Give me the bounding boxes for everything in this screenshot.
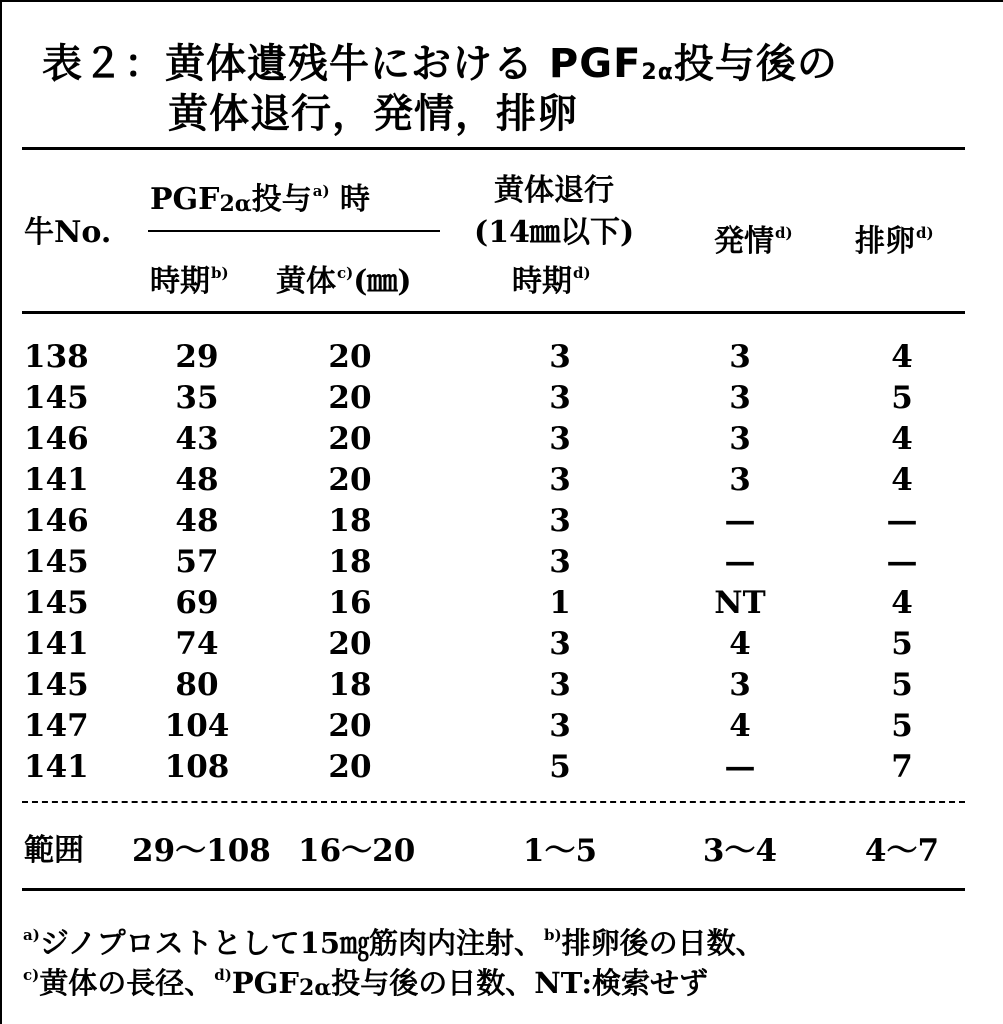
header-cl-footnote-mark: c)	[337, 264, 354, 282]
cell-cl-size: 20	[328, 749, 372, 785]
cell-cow-no: 141	[24, 462, 89, 498]
cell-timing: 48	[175, 503, 219, 539]
cell-cow-no: 145	[24, 544, 89, 580]
cell-cl-size: 20	[328, 380, 372, 416]
footnote-b-text: 排卵後の日数、	[561, 926, 765, 960]
header-group-underline	[148, 230, 440, 232]
header-regression-line3	[512, 256, 591, 299]
cell-estrus: —	[724, 749, 756, 785]
title-text: 表２：黄体遺残牛における PGF	[42, 41, 642, 87]
cell-ovulation: 4	[891, 585, 913, 621]
header-pgf-tail: 時	[329, 182, 371, 217]
footnote-a-text: ジノプロストとして15㎎筋肉内注射、	[39, 926, 544, 960]
header-cl-unit: (㎜)	[353, 264, 412, 299]
header-cl-text: 黄体	[276, 264, 336, 299]
cell-cow-no: 141	[24, 749, 89, 785]
cell-cl-size: 20	[328, 462, 372, 498]
range-separator-rule	[22, 801, 965, 803]
cell-estrus: 3	[729, 667, 751, 703]
cell-ovulation: 4	[891, 339, 913, 375]
cell-cl-size: 16	[328, 585, 372, 621]
cell-estrus: 4	[729, 708, 751, 744]
range-ovulation: 4～7	[864, 833, 940, 869]
header-ovulation-text: 排卵	[855, 224, 915, 259]
header-cl-size	[276, 256, 412, 299]
cell-estrus: —	[724, 544, 756, 580]
cell-estrus: 3	[729, 380, 751, 416]
cell-regression: 3	[549, 544, 571, 580]
cell-cl-size: 18	[328, 503, 372, 539]
cell-timing: 48	[175, 462, 219, 498]
header-pgf-text: PGF	[150, 182, 220, 217]
range-regression: 1～5	[522, 833, 598, 869]
footnote-d-subscript: 2α	[299, 975, 332, 1001]
cell-regression: 3	[549, 708, 571, 744]
header-regression-line2: (14㎜以下)	[474, 215, 635, 250]
cell-timing: 69	[175, 585, 219, 621]
cell-timing: 57	[175, 544, 219, 580]
cell-ovulation: 5	[891, 667, 913, 703]
cell-cow-no: 146	[24, 421, 89, 457]
cell-estrus: —	[724, 503, 756, 539]
cell-cow-no: 147	[24, 708, 89, 744]
footnote-mark-d: d)	[214, 966, 232, 984]
header-pgf-subscript: 2α	[219, 191, 252, 217]
header-ovulation-footnote-mark: d)	[916, 224, 934, 242]
header-estrus-text: 発情	[714, 224, 774, 259]
footnote-mark-b: b)	[544, 926, 562, 944]
cell-cow-no: 141	[24, 626, 89, 662]
cell-estrus: 3	[729, 462, 751, 498]
cell-estrus: 3	[729, 421, 751, 457]
cell-cl-size: 18	[328, 544, 372, 580]
cell-cow-no: 145	[24, 585, 89, 621]
cell-cow-no: 145	[24, 380, 89, 416]
header-bottom-rule	[22, 311, 965, 314]
range-label: 範囲	[24, 833, 84, 868]
cell-cl-size: 20	[328, 421, 372, 457]
cell-cow-no: 138	[24, 339, 89, 375]
header-pgf-text-post: 投与	[251, 182, 312, 217]
footnote-line1	[22, 918, 765, 960]
header-regression-footnote-mark: d)	[573, 264, 591, 282]
header-estrus	[714, 216, 793, 259]
cell-ovulation: —	[886, 544, 918, 580]
cell-regression: 3	[549, 421, 571, 457]
cell-ovulation: 4	[891, 462, 913, 498]
range-cl-size: 16～20	[298, 833, 416, 869]
cell-regression: 3	[549, 380, 571, 416]
cell-estrus: NT	[714, 585, 766, 621]
cell-estrus: 3	[729, 339, 751, 375]
frame-border-top	[0, 0, 1003, 2]
cell-cl-size: 20	[328, 708, 372, 744]
cell-cow-no: 145	[24, 667, 89, 703]
cell-ovulation: 5	[891, 626, 913, 662]
cell-regression: 3	[549, 667, 571, 703]
frame-border-left	[0, 0, 2, 1024]
cell-ovulation: 5	[891, 708, 913, 744]
header-regression-line1: 黄体退行	[494, 173, 614, 208]
cell-regression: 3	[549, 339, 571, 375]
cell-timing: 29	[175, 339, 219, 375]
footnote-line2	[22, 958, 708, 1005]
header-timing	[150, 256, 229, 299]
cell-cl-size: 20	[328, 626, 372, 662]
cell-ovulation: 5	[891, 380, 913, 416]
cell-regression: 3	[549, 462, 571, 498]
cell-cow-no: 146	[24, 503, 89, 539]
cell-estrus: 4	[729, 626, 751, 662]
header-timing-footnote-mark: b)	[211, 264, 229, 282]
table-title-line1	[42, 41, 838, 93]
cell-cl-size: 18	[328, 667, 372, 703]
cell-ovulation: 4	[891, 421, 913, 457]
header-pgf-group	[150, 174, 370, 221]
footnote-d-text: 投与後の日数、NT:検索せず	[331, 966, 709, 1000]
footnote-d-pgf: PGF	[231, 966, 300, 1000]
header-cow-no: 牛No.	[24, 215, 112, 250]
table-bottom-rule	[22, 888, 965, 891]
header-estrus-footnote-mark: d)	[775, 224, 793, 242]
cell-timing: 80	[175, 667, 219, 703]
footnote-c-text: 黄体の長径、	[39, 966, 214, 1000]
range-estrus: 3～4	[702, 833, 778, 869]
table-top-rule	[22, 147, 965, 150]
header-ovulation	[855, 216, 934, 259]
cell-timing: 35	[175, 380, 219, 416]
cell-cl-size: 20	[328, 339, 372, 375]
table-title-line2: 黄体退行，発情，排卵	[168, 91, 578, 137]
cell-regression: 3	[549, 503, 571, 539]
title-text-tail: 投与後の	[673, 41, 838, 87]
cell-regression: 1	[549, 585, 571, 621]
cell-regression: 3	[549, 626, 571, 662]
cell-timing: 74	[175, 626, 219, 662]
footnote-mark-a: a)	[23, 926, 40, 944]
range-timing: 29～108	[132, 833, 271, 869]
cell-timing: 104	[164, 708, 230, 744]
cell-ovulation: 7	[891, 749, 913, 785]
title-subscript: 2α	[641, 60, 674, 85]
header-pgf-footnote-mark: a)	[312, 182, 330, 200]
cell-timing: 43	[175, 421, 219, 457]
header-timing-text: 時期	[150, 264, 210, 299]
header-regression-text: 時期	[512, 264, 572, 299]
cell-timing: 108	[164, 749, 230, 785]
cell-regression: 5	[549, 749, 571, 785]
footnote-mark-c: c)	[23, 966, 40, 984]
cell-ovulation: —	[886, 503, 918, 539]
